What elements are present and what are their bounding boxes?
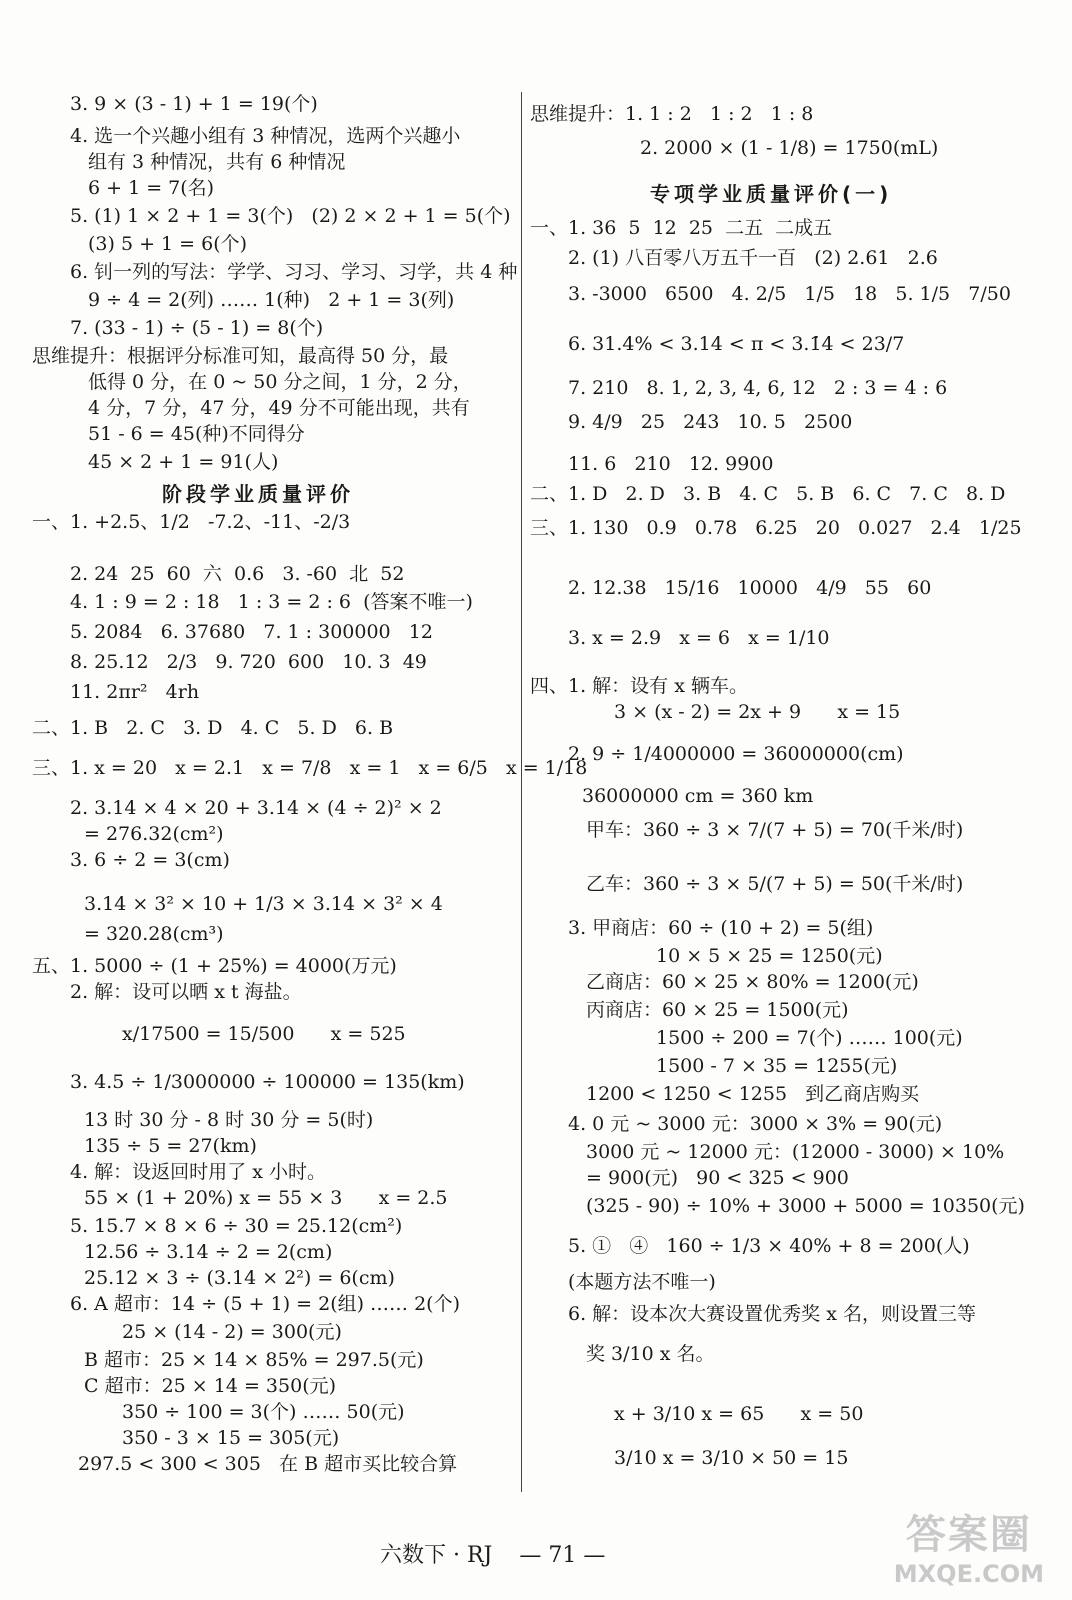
- left-answer-line: 五、1. 5000 ÷ (1 + 25%) = 4000(万元): [32, 955, 397, 977]
- right-answer-line: 36000000 cm = 360 km: [582, 785, 814, 807]
- right-answer-line: 三、1. 130 0.9 0.78 6.25 20 0.027 2.4 1/25: [530, 517, 1022, 539]
- left-answer-line: 6 + 1 = 7(名): [88, 177, 215, 199]
- left-answer-line: 25 × (14 - 2) = 300(元): [122, 1321, 342, 1343]
- right-answer-line: 3 × (x - 2) = 2x + 9 x = 15: [614, 701, 901, 723]
- left-answer-line: 6. 钊一列的写法：学学、习习、学习、习学，共 4 种: [70, 261, 518, 283]
- left-answer-line: x/17500 = 15/500 x = 525: [122, 1023, 406, 1045]
- right-answer-line: 1500 ÷ 200 = 7(个) …… 100(元): [656, 1027, 963, 1049]
- left-answer-line: 25.12 × 3 ÷ (3.14 × 2²) = 6(cm): [84, 1267, 395, 1289]
- left-answer-line: 4 分，7 分，47 分，49 分不可能出现，共有: [88, 397, 470, 419]
- right-answer-line: 2. (1) 八百零八万五千一百 (2) 2.61 2.6: [568, 247, 938, 269]
- right-answer-line: (325 - 90) ÷ 10% + 3000 + 5000 = 10350(元): [586, 1195, 1025, 1217]
- column-divider: [521, 92, 522, 1492]
- right-answer-line: 3. -3000 6500 4. 2/5 1/5 18 5. 1/5 7/50: [568, 283, 1011, 305]
- left-answer-line: 一、1. +2.5、1/2 -7.2、-11、-2/3: [32, 511, 351, 533]
- left-answer-line: C 超市：25 × 14 = 350(元): [84, 1375, 337, 1397]
- right-answer-line: 1500 - 7 × 35 = 1255(元): [656, 1055, 898, 1077]
- left-answer-line: 12.56 ÷ 3.14 ÷ 2 = 2(cm): [84, 1241, 333, 1263]
- left-answer-line: 5. 15.7 × 8 × 6 ÷ 30 = 25.12(cm²): [70, 1215, 403, 1237]
- left-answer-line: 思维提升：根据评分标准可知，最高得 50 分，最: [32, 345, 449, 367]
- left-answer-line: (3) 5 + 1 = 6(个): [88, 233, 248, 255]
- right-answer-line: 10 × 5 × 25 = 1250(元): [656, 945, 883, 967]
- page-footer: [380, 1538, 625, 1569]
- left-answer-line: 8. 25.12 2/3 9. 720 600 10. 3 49: [70, 651, 427, 673]
- right-answer-line: 2. 9 ÷ 1/4000000 = 36000000(cm): [568, 743, 904, 765]
- left-answer-line: 二、1. B 2. C 3. D 4. C 5. D 6. B: [32, 717, 394, 739]
- left-answer-line: 3. 6 ÷ 2 = 3(cm): [70, 849, 230, 871]
- left-answer-line: 3. 4.5 ÷ 1/3000000 ÷ 100000 = 135(km): [70, 1071, 465, 1093]
- right-answer-line: = 900(元) 90 < 325 < 900: [586, 1167, 849, 1189]
- right-answer-line: 4. 0 元 ~ 3000 元：3000 × 3% = 90(元): [568, 1113, 943, 1135]
- left-answer-line: 51 - 6 = 45(种)不同得分: [88, 423, 305, 445]
- right-answer-line: 6. 31.4% < 3.14̇ < π < 3.1̇4̇ < 23/7: [568, 333, 905, 355]
- left-answer-line: 2. 解：设可以晒 x t 海盐。: [70, 981, 302, 1003]
- left-answer-line: 350 - 3 × 15 = 305(元): [122, 1427, 340, 1449]
- left-answer-line: 三、1. x = 20 x = 2.1 x = 7/8 x = 1 x = 6/5 x = 1/18: [32, 757, 588, 779]
- left-answer-line: 6. A 超市：14 ÷ (5 + 1) = 2(组) …… 2(个): [70, 1293, 461, 1315]
- left-answer-line: 4. 选一个兴趣小组有 3 种情况，选两个兴趣小: [70, 125, 461, 147]
- right-answer-line: 丙商店：60 × 25 = 1500(元): [586, 999, 849, 1021]
- left-answer-line: 3. 9 × (3 - 1) + 1 = 19(个): [70, 93, 318, 115]
- right-answer-line: 3. x = 2.9 x = 6 x = 1/10: [568, 627, 830, 649]
- watermark-logo: [894, 1503, 1044, 1588]
- left-section-heading: 阶段学业质量评价: [162, 482, 354, 506]
- left-answer-line: = 276.32(cm²): [84, 823, 224, 845]
- right-answer-line: 二、1. D 2. D 3. B 4. C 5. B 6. C 7. C 8. D: [530, 483, 1006, 505]
- left-answer-line: 4. 1 : 9 = 2 : 18 1 : 3 = 2 : 6 (答案不唯一): [70, 591, 473, 613]
- right-answer-line: 2. 2000 × (1 - 1/8) = 1750(mL): [640, 137, 939, 159]
- left-answer-line: 低得 0 分，在 0 ~ 50 分之间，1 分，2 分，: [88, 371, 472, 393]
- right-answer-line: 思维提升：1. 1 : 2 1 : 2 1 : 8: [530, 103, 814, 125]
- left-answer-line: 7. (33 - 1) ÷ (5 - 1) = 8(个): [70, 317, 324, 339]
- right-answer-line: 9. 4/9 25 243 10. 5 2500: [568, 411, 853, 433]
- right-answer-line: 7. 210 8. 1, 2, 3, 4, 6, 12 2 : 3 = 4 : 6: [568, 377, 948, 399]
- left-answer-line: 45 × 2 + 1 = 91(人): [88, 451, 279, 473]
- right-answer-line: 乙商店：60 × 25 × 80% = 1200(元): [586, 971, 919, 993]
- left-answer-line: 135 ÷ 5 = 27(km): [84, 1135, 257, 1157]
- right-section-heading: 专项学业质量评价(一): [650, 182, 893, 206]
- page-number: — 71 —: [519, 1543, 606, 1568]
- left-answer-line: 3.14 × 3² × 10 + 1/3 × 3.14 × 3² × 4: [84, 893, 443, 915]
- left-answer-line: 297.5 < 300 < 305 在 B 超市买比较合算: [78, 1453, 458, 1475]
- right-answer-line: x + 3/10 x = 65 x = 50: [614, 1403, 864, 1425]
- right-answer-line: (本题方法不唯一): [568, 1271, 716, 1293]
- right-answer-line: 乙车：360 ÷ 3 × 5/(7 + 5) = 50(千米/时): [586, 873, 964, 895]
- left-answer-line: 13 时 30 分 - 8 时 30 分 = 5(时): [84, 1109, 374, 1131]
- left-answer-line: 5. (1) 1 × 2 + 1 = 3(个) (2) 2 × 2 + 1 = 5(个): [70, 205, 511, 227]
- right-answer-line: 3. 甲商店：60 ÷ (10 + 2) = 5(组): [568, 917, 874, 939]
- left-answer-line: 350 ÷ 100 = 3(个) …… 50(元): [122, 1401, 405, 1423]
- right-answer-line: 3/10 x = 3/10 × 50 = 15: [614, 1447, 849, 1469]
- left-answer-line: 2. 3.14 × 4 × 20 + 3.14 × (4 ÷ 2)² × 2: [70, 797, 442, 819]
- right-answer-line: 四、1. 解：设有 x 辆车。: [530, 675, 748, 697]
- right-answer-line: 1200 < 1250 < 1255 到乙商店购买: [586, 1083, 920, 1105]
- right-answer-line: 奖 3/10 x 名。: [586, 1343, 715, 1365]
- footer-subject: 六数下 · RJ: [380, 1543, 493, 1568]
- left-answer-line: 组有 3 种情况，共有 6 种情况: [88, 151, 346, 173]
- right-answer-line: 甲车：360 ÷ 3 × 7/(7 + 5) = 70(千米/时): [586, 819, 964, 841]
- left-answer-line: 55 × (1 + 20%) x = 55 × 3 x = 2.5: [84, 1187, 448, 1209]
- right-answer-line: 一、1. 36 5 12 25 二五 二成五: [530, 217, 833, 239]
- watermark-main: 答案圈: [905, 1512, 1032, 1558]
- left-answer-line: 4. 解：设返回时用了 x 小时。: [70, 1161, 326, 1183]
- left-answer-line: 9 ÷ 4 = 2(列) …… 1(种) 2 + 1 = 3(列): [88, 289, 455, 311]
- left-answer-line: 2. 24 25 60 六 0.6 3. -60 北 52: [70, 563, 405, 585]
- right-answer-line: 3000 元 ~ 12000 元：(12000 - 3000) × 10%: [586, 1141, 1005, 1163]
- left-answer-line: 11. 2πr² 4rh: [70, 681, 200, 703]
- right-answer-line: 6. 解：设本次大赛设置优秀奖 x 名，则设置三等: [568, 1303, 976, 1325]
- left-answer-line: B 超市：25 × 14 × 85% = 297.5(元): [84, 1349, 424, 1371]
- left-answer-line: = 320.28(cm³): [84, 923, 224, 945]
- right-answer-line: 11. 6 210 12. 9900: [568, 453, 774, 475]
- right-answer-line: 2. 12.38 15/16 10000 4/9 55 60: [568, 577, 932, 599]
- right-answer-line: 5. ① ④ 160 ÷ 1/3 × 40% + 8 = 200(人): [568, 1235, 970, 1257]
- watermark-url: MXQE.COM: [893, 1560, 1044, 1588]
- left-answer-line: 5. 2084 6. 37680 7. 1 : 300000 12: [70, 621, 433, 643]
